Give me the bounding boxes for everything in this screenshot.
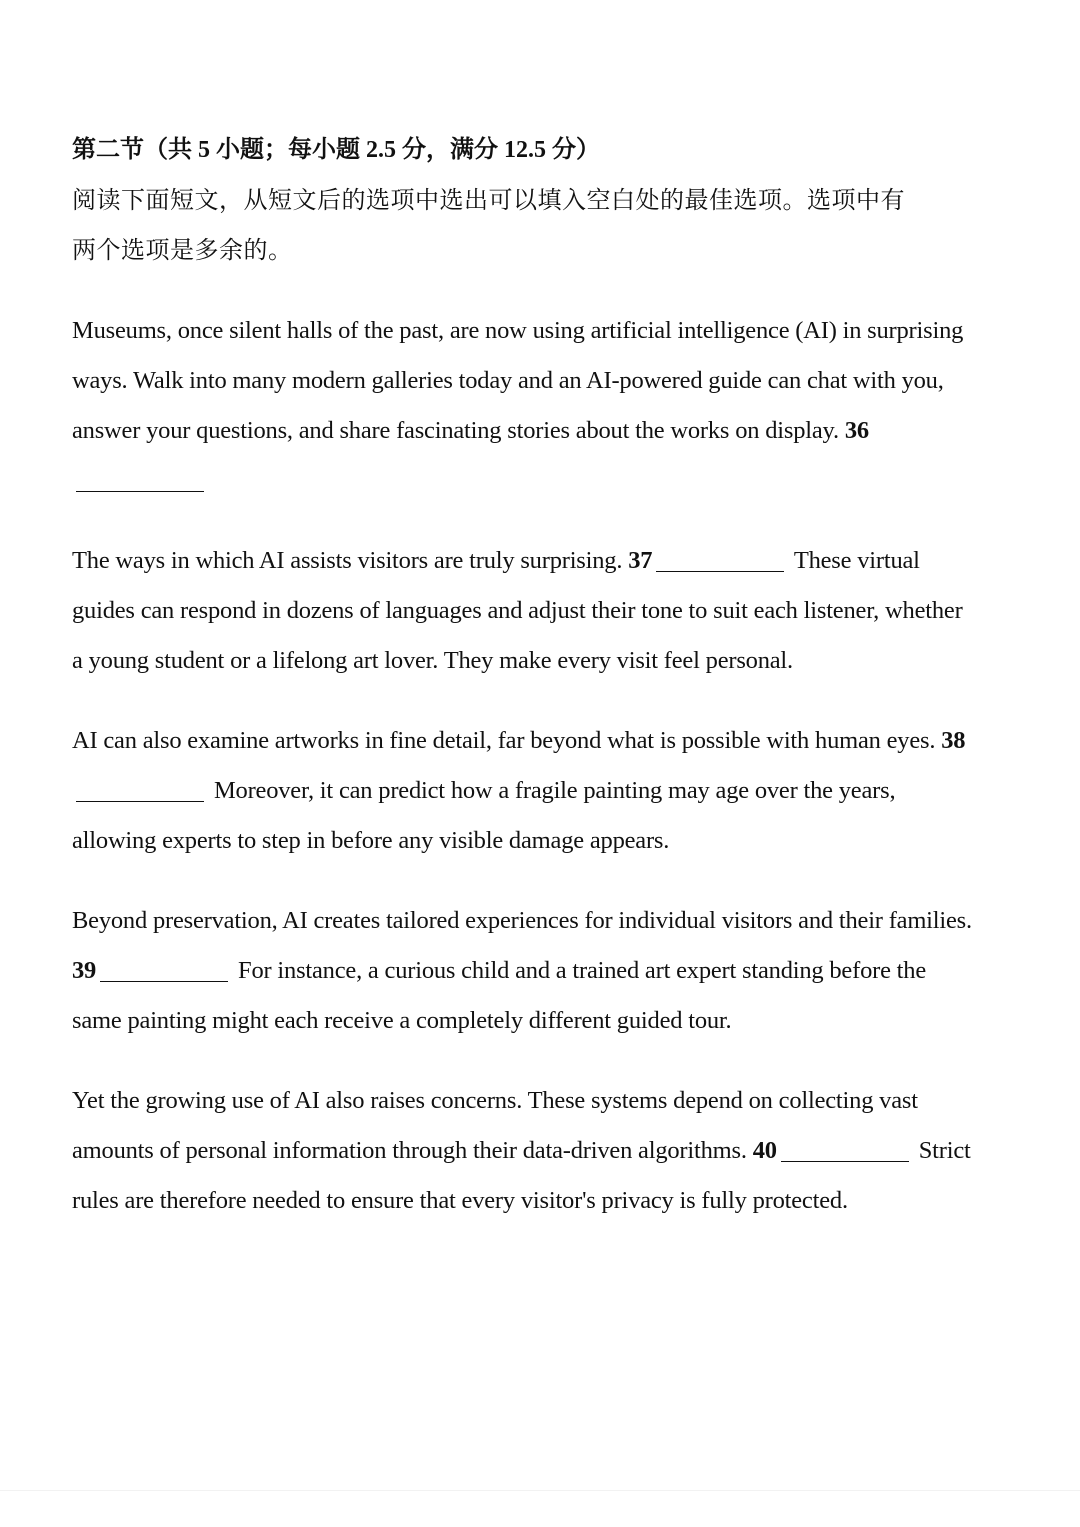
paragraph-text: Museums, once silent halls of the past, are now using artificial intelligence (AI) in surprising ways. Walk into many modern galleries today and an AI-powered guide can chat with you, answer your questions, and share fascinating stories about the works on display. — [72, 317, 964, 444]
question-number: 40 — [752, 1137, 777, 1164]
document-page — [72, 128, 972, 1256]
paragraph-text: Moreover, it can predict how a fragile painting may age over the years, allowing experts to step in before any visible damage appears. — [72, 777, 896, 854]
section-title: 第二节（共 5 小题；每小题 2.5 分，满分 12.5 分） — [72, 137, 600, 163]
paragraph-text: Yet the growing use of AI also raises concerns. These systems depend on collecting vast amounts of personal information through their data-driven algorithms. — [72, 1087, 918, 1164]
paragraph-text: Beyond preservation, AI creates tailored experiences for individual visitors and their families. — [72, 907, 972, 934]
paragraph-2 — [72, 536, 972, 686]
answer-blank[interactable] — [781, 1160, 909, 1162]
instructions — [72, 176, 972, 276]
paragraph-text: For instance, a curious child and a trained art expert standing before the same painting might each receive a completely different guided tour. — [72, 957, 927, 1034]
paragraph-5 — [72, 1076, 972, 1226]
paragraph-text: AI can also examine artworks in fine detail, far beyond what is possible with human eyes. — [72, 727, 936, 754]
question-number: 37 — [628, 547, 653, 574]
instructions-line-2: 两个选项是多余的。 — [72, 238, 293, 264]
paragraph-text: Strict rules are therefore needed to ensure that every visitor's privacy is fully protected. — [72, 1137, 971, 1214]
answer-blank[interactable] — [76, 800, 204, 802]
paragraph-3 — [72, 716, 972, 866]
paragraph-text: These virtual guides can respond in dozens of languages and adjust their tone to suit each listener, whether a young student or a lifelong art lover. They make every visit feel personal. — [72, 547, 963, 674]
paragraph-4 — [72, 896, 972, 1046]
answer-blank[interactable] — [656, 570, 784, 572]
instructions-line-1: 阅读下面短文，从短文后的选项中选出可以填入空白处的最佳选项。选项中有 — [72, 188, 905, 214]
passage — [72, 306, 972, 1226]
question-number: 38 — [941, 727, 966, 754]
answer-blank[interactable] — [100, 980, 228, 982]
question-number: 36 — [844, 417, 869, 444]
answer-blank[interactable] — [76, 490, 204, 492]
paragraph-1 — [72, 306, 972, 506]
paragraph-text: The ways in which AI assists visitors are truly surprising. — [72, 547, 623, 574]
question-number: 39 — [72, 957, 97, 984]
page-edge-divider — [0, 1490, 1080, 1491]
